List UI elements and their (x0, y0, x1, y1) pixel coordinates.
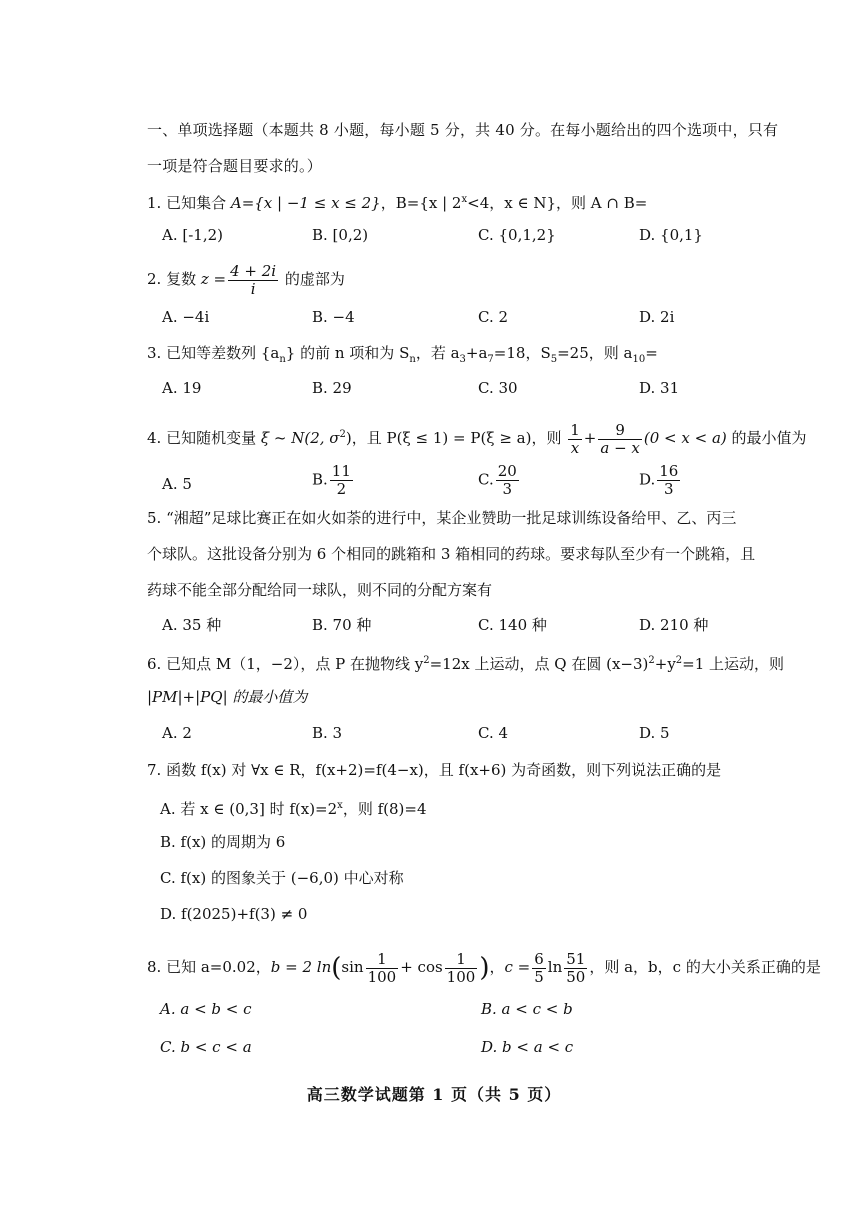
q2-numerator: 4 + 2i (230, 261, 277, 280)
q8-option-d[interactable]: D. b < a < c (481, 1038, 574, 1056)
q8-suffix: ，则 a，b，c 的大小关系正确的是 (589, 958, 821, 976)
question-2-stem (147, 262, 345, 298)
q6-option-d[interactable]: D. 5 (639, 724, 670, 742)
q4-option-d[interactable] (639, 463, 682, 498)
q4-cond: (0 < x < a) (643, 429, 727, 447)
question-6-line1 (147, 651, 784, 674)
q4-option-b-label: B. (312, 470, 328, 489)
q8-c-lhs: c = (504, 958, 531, 976)
q5-option-a[interactable]: A. 35 种 (162, 616, 222, 634)
q4-dist-tail: ) (345, 429, 352, 447)
q4-plus: + (583, 429, 597, 447)
q8-frac-4-den: 50 (566, 967, 586, 986)
q4-dist-exp: 2 (339, 429, 346, 440)
q6-line1c: +y (654, 655, 676, 673)
question-5-line3: 药球不能全部分配给同一球队，则不同的分配方案有 (147, 581, 493, 599)
q2-fraction (228, 263, 278, 298)
q1-prefix: 1. 已知集合 (147, 194, 231, 212)
q1-option-c[interactable]: C. {0,1,2} (478, 226, 556, 244)
question-8-stem (147, 949, 821, 986)
q1-set-b-exp: x (461, 194, 468, 205)
q8-cos: + cos (400, 958, 443, 976)
q3-text-f: =25，则 a (557, 344, 633, 362)
q4-option-b-den: 2 (336, 480, 347, 498)
q8-paren-open: ( (331, 953, 342, 983)
q4-option-c-frac (496, 463, 519, 498)
q3-option-c[interactable]: C. 30 (478, 379, 518, 397)
q5-option-d[interactable]: D. 210 种 (639, 616, 709, 634)
question-5-line2: 个球队。这批设备分别为 6 个相同的跳箱和 3 箱相同的药球。要求每队至少有一个跳箱，且 (147, 545, 756, 563)
q4-prefix: 4. 已知随机变量 (147, 429, 261, 447)
q8-prefix: 8. 已知 a=0.02， (147, 958, 271, 976)
q4-frac-2-num: 9 (598, 422, 642, 440)
q3-text-e: =18，S (493, 344, 551, 362)
q2-option-b[interactable]: B. −4 (312, 308, 355, 326)
q4-option-d-den: 3 (664, 480, 674, 498)
question-4-stem (147, 418, 807, 457)
q3-sub-n2: n (409, 354, 416, 365)
q1-suffix: ，则 A ∩ B= (556, 194, 648, 212)
q4-mid: ，且 P(ξ ≤ 1) = P(ξ ≥ a)，则 (351, 429, 567, 447)
q3-text-b: } 的前 n 项和为 S (285, 344, 410, 362)
q7-option-b[interactable]: B. f(x) 的周期为 6 (160, 833, 286, 851)
q6-exp3: 2 (675, 655, 683, 666)
q4-dist: ξ ~ N(2, σ (260, 429, 340, 447)
q4-option-b-frac (330, 463, 353, 498)
q4-option-c-num: 20 (497, 462, 517, 480)
q3-text-d: +a (465, 344, 488, 362)
q8-frac-3-num: 6 (534, 949, 544, 968)
q3-option-a[interactable]: A. 19 (162, 379, 202, 397)
page-footer: 高三数学试题第 1 页（共 5 页） (306, 1085, 562, 1104)
q8-option-b[interactable]: B. a < c < b (481, 1000, 573, 1018)
q3-sub-n: n (279, 354, 286, 365)
q8-frac-1 (366, 951, 399, 986)
q6-option-b[interactable]: B. 3 (312, 724, 343, 742)
q7-option-d[interactable]: D. f(2025)+f(3) ≠ 0 (160, 905, 308, 923)
q8-frac-2-num: 1 (445, 951, 478, 969)
q4-frac-2 (598, 422, 642, 457)
q3-text-c: ，若 a (415, 344, 460, 362)
q8-frac-3-den: 5 (534, 967, 544, 986)
q4-option-c-den: 3 (502, 480, 513, 498)
q3-text-a: 3. 已知等差数列 {a (147, 344, 280, 362)
q4-option-a[interactable]: A. 5 (162, 475, 192, 493)
q8-frac-2 (445, 951, 478, 986)
q2-z: z = (200, 270, 227, 288)
q3-sub-7: 7 (487, 354, 494, 365)
q1-option-a[interactable]: A. [-1,2) (162, 226, 223, 244)
q8-frac-1-den: 100 (367, 967, 397, 986)
q2-option-c[interactable]: C. 2 (478, 308, 509, 326)
q1-set-a: A={x | −1 ≤ x ≤ 2} (230, 194, 381, 212)
q2-prefix: 2. 复数 (147, 270, 201, 288)
q5-option-c[interactable]: C. 140 种 (478, 616, 547, 634)
q3-text-g: = (645, 344, 658, 362)
q8-paren-close: ) (479, 953, 490, 983)
q6-exp1: 2 (423, 655, 430, 666)
q1-option-d[interactable]: D. {0,1} (639, 226, 703, 244)
q8-b-lhs: b = 2 ln (270, 958, 332, 976)
q3-sub-5: 5 (550, 354, 558, 365)
q6-exp2: 2 (648, 655, 655, 666)
q4-frac-1-den: x (570, 438, 580, 457)
q6-option-a[interactable]: A. 2 (162, 724, 192, 742)
q8-frac-2-den: 100 (446, 967, 476, 986)
q8-frac-3 (532, 951, 546, 986)
q4-option-c-label: C. (478, 470, 494, 489)
q4-suffix: 的最小值为 (726, 429, 807, 447)
q4-option-d-num: 16 (659, 462, 679, 480)
question-1-stem: 1. 已知集合 A={x | −1 ≤ x ≤ 2}，B={x | $2^x<4$，x ∈ N}，则 A ∩ B= (147, 194, 648, 212)
q8-frac-1-num: 1 (366, 951, 399, 969)
q7-option-a-text: A. 若 x ∈ (0,3] 时 f(x)=2 (160, 800, 338, 818)
q8-sin: sin (341, 958, 364, 976)
q7-option-a-tail: ，则 f(8)=4 (342, 800, 427, 818)
q4-frac-1-num: 1 (570, 420, 580, 439)
question-5-line1: 5. “湘超”足球比赛正在如火如荼的进行中，某企业赞助一批足球训练设备给甲、乙、丙三 (147, 509, 737, 527)
q8-option-a[interactable]: A. a < b < c (160, 1000, 252, 1018)
q4-frac-1 (568, 422, 582, 457)
q2-denominator: i (250, 279, 256, 298)
q7-option-a[interactable] (160, 796, 427, 819)
q1-option-b[interactable]: B. [0,2) (312, 226, 369, 244)
q5-option-b[interactable]: B. 70 种 (312, 616, 372, 634)
q4-frac-2-den: a − x (600, 438, 640, 457)
section-header-line1: 一、单项选择题（本题共 8 小题，每小题 5 分，共 40 分。在每小题给出的四个选项中，只有 (147, 121, 779, 139)
q1-set-b-tail: <4，x ∈ N} (467, 194, 557, 212)
q8-comma: ， (489, 958, 505, 976)
q3-option-b[interactable]: B. 29 (312, 379, 352, 397)
section-header-line2: 一项是符合题目要求的。） (147, 157, 322, 175)
q3-sub-10: 10 (632, 354, 646, 365)
q2-option-a[interactable]: A. −4i (162, 308, 210, 326)
q4-option-d-label: D. (639, 470, 656, 489)
q1-set-b: B={x | 2 (395, 194, 462, 212)
q3-option-d[interactable]: D. 31 (639, 379, 680, 397)
q2-option-d[interactable]: D. 2i (639, 308, 675, 326)
q4-option-b[interactable] (312, 463, 355, 498)
q6-line1d: =1 上运动，则 (682, 655, 785, 673)
q4-option-d-frac (657, 463, 680, 498)
q7-option-a-exp: x (337, 800, 343, 811)
question-7-stem: 7. 函数 f(x) 对 ∀x ∈ R，f(x+2)=f(4−x)，且 f(x+6) 为奇函数，则下列说法正确的是 (147, 761, 722, 779)
q3-sub-3: 3 (459, 354, 466, 365)
q4-option-b-num: 11 (331, 462, 351, 480)
q8-frac-4-num: 51 (566, 949, 586, 968)
q8-ln: ln (547, 958, 563, 976)
q6-line1b: =12x 上运动，点 Q 在圆 (x−3) (429, 655, 649, 673)
q7-option-c[interactable]: C. f(x) 的图象关于 (−6,0) 中心对称 (160, 869, 404, 887)
q8-option-c[interactable]: C. b < c < a (160, 1038, 252, 1056)
q6-line1a: 6. 已知点 M（1，−2），点 P 在抛物线 y (147, 655, 424, 673)
q2-suffix: 的虚部为 (280, 270, 345, 288)
q4-option-c[interactable] (478, 463, 521, 498)
q6-option-c[interactable]: C. 4 (478, 724, 509, 742)
q8-frac-4 (564, 951, 587, 986)
question-6-line2: |PM|+|PQ| 的最小值为 (147, 688, 308, 706)
question-3-stem (147, 343, 658, 370)
